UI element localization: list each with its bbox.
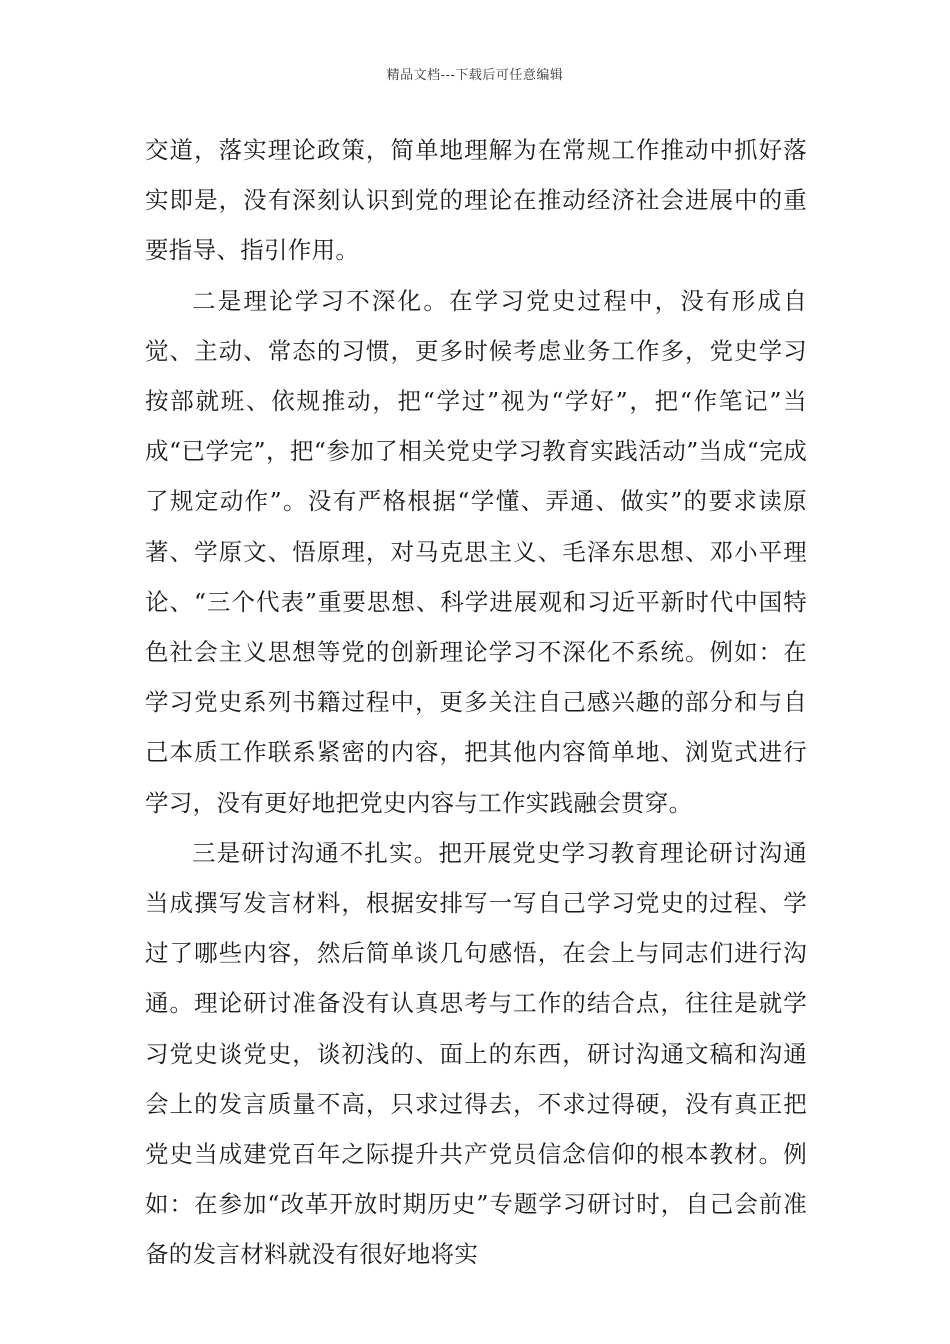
- paragraph-continuation: 交道，落实理论政策，简单地理解为在常规工作推动中抓好落实即是，没有深刻认识到党的理论在推动经济社会进展中的重要指导、指引作用。: [145, 136, 807, 265]
- paragraph-discussion: 三是研讨沟通不扎实。把开展党史学习教育理论研讨沟通当成撰写发言材料，根据安排写一写自己学习党史的过程、学过了哪些内容，然后简单谈几句感悟，在会上与同志们进行沟通。理论研讨准备没有认真思考与工作的结合点，往往是就学习党史谈党史，谈初浅的、面上的东西，研讨沟通文稿和沟通会上的发言质量不高，只求过得去，不求过得硬，没有真正把党史当成建党百年之际提升共产党员信念信仰的根本教材。例如：在参加“改革开放时期历史”专题学习研讨时，自己会前准备的发言材料就没有很好地将实: [145, 838, 807, 1269]
- paragraph-theory-study: 二是理论学习不深化。在学习党史过程中，没有形成自觉、主动、常态的习惯，更多时候考虑业务工作多，党史学习按部就班、依规推动，把“学过”视为“学好”，把“作笔记”当成“已学完”，把“参加了相关党史学习教育实践活动”当成“完成了规定动作”。没有严格根据“学懂、弄通、做实”的要求读原著、学原文、悟原理，对马克思主义、毛泽东思想、邓小平理论、“三个代表”重要思想、科学进展观和习近平新时代中国特色社会主义思想等党的创新理论学习不深化不系统。例如：在学习党史系列书籍过程中，更多关注自己感兴趣的部分和与自己本质工作联系紧密的内容，把其他内容简单地、浏览式进行学习，没有更好地把党史内容与工作实践融会贯穿。: [145, 286, 807, 817]
- document-body: [145, 125, 807, 1280]
- page-header: 精品文档---下载后可任意编辑: [386, 68, 564, 83]
